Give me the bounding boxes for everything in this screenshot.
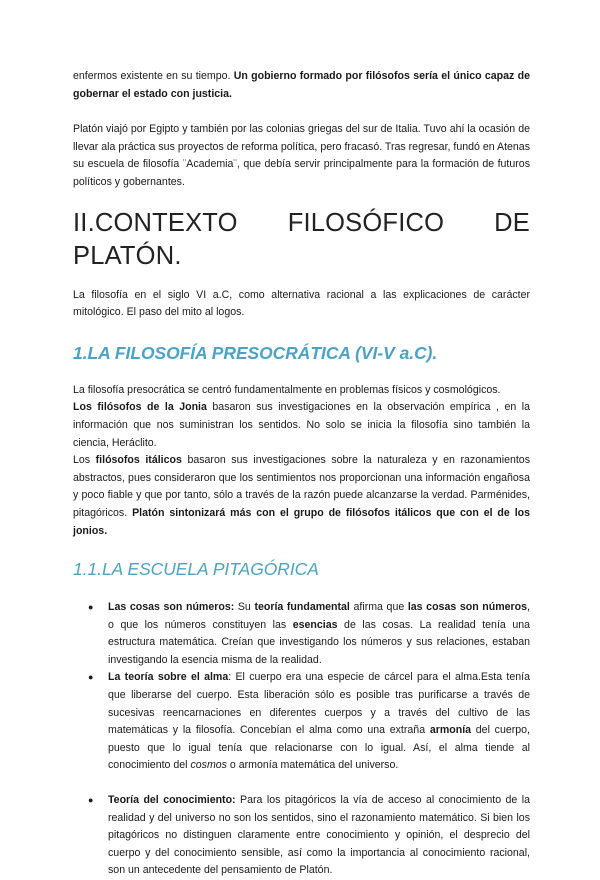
- italicos-paragraph: [73, 452, 530, 540]
- bullet-numeros-t5: las cosas son números: [407, 601, 528, 614]
- bullet-numeros-title: Las cosas son números:: [108, 601, 235, 614]
- section-heading-line1: II.CONTEXTO FILOSÓFICO DE: [73, 208, 530, 237]
- bullet-numeros-t7: esencias: [292, 618, 338, 631]
- pitagorica-bullet-list: [73, 599, 530, 880]
- bullet-dot-icon: ●: [88, 672, 94, 683]
- jonia-paragraph: [73, 399, 530, 452]
- heading-pitagorica: 1.1.LA ESCUELA PITAGÓRICA: [73, 559, 319, 580]
- bullet-numeros-t4: afirma que: [349, 601, 408, 614]
- presocratica-intro: La filosofía presocrática se centró fundamentalmente en problemas físicos y cosmológicos.: [73, 383, 501, 396]
- italicos-bold: filósofos itálicos: [95, 454, 182, 467]
- italicos-pre: Los: [73, 454, 96, 467]
- bullet-alma-t2: : El cuerpo era una especie de cárcel para el alma.Esta tenía que liberarse del cuerpo. Esta liberación sólo es posible tras purificarse a través de sucesivas reencarnaciones en diferentes cuerpos y a través del cultivo de las matemáticas y la filosofía. Concebían el alma como una extraña: [108, 671, 530, 737]
- bullet-alma-t5: cosmos: [190, 759, 227, 772]
- italicos-text: basaron sus investigaciones sobre la naturaleza y en razonamientos abstractos, pues consideraron que los sentimientos nos proporcionan una información engañosa y poco fiable y que por tanto, sólo a través de la razón puede alcanzarse la verdad. Parménides, pitagóricos.: [73, 454, 530, 519]
- bullet-alma-title: La teoría sobre el alma: [108, 671, 229, 684]
- bullet-conocimiento-text: Para los pitagóricos la vía de acceso al conocimiento de la realidad y del universo no son los sentidos, sino el razonamiento matemático. Si bien los pitagóricos no distinguen claramente entre conocimiento y opinión, el desprecio del cuerpo y del conocimiento sensible, así como la importancia al conocimiento racional, son un antecedente del pensamiento de Platón.: [108, 794, 531, 877]
- bullet-numeros-t3: teoría fundamental: [254, 601, 350, 614]
- bullet-alma-t3: armonía: [429, 724, 472, 737]
- siglo-paragraph: La filosofía en el siglo VI a.C, como alternativa racional a las explicaciones de carácter mitológico. El paso del mito al logos.: [73, 288, 530, 319]
- bullet-alma-t6: o armonía matemática del universo.: [226, 759, 399, 772]
- section-heading-contexto: [73, 207, 530, 273]
- intro-paragraph: [73, 68, 530, 103]
- bullet-numeros: [73, 599, 530, 669]
- jonia-text: basaron sus investigaciones en la observación empírica , en la información que nos suministran los sentidos. No solo se inicia la filosofía sino también la ciencia, Heráclito.: [73, 401, 530, 449]
- intro-text: enfermos existente en su tiempo.: [73, 70, 231, 82]
- bullet-numeros-t6: , o que los números constituyen las: [108, 601, 530, 631]
- bullet-numeros-t2: Su: [234, 601, 255, 614]
- section-heading-line2: PLATÓN.: [73, 241, 182, 270]
- bullet-dot-icon: ●: [88, 602, 94, 613]
- bullet-conocimiento: [73, 792, 530, 880]
- bullet-conocimiento-title: Teoría del conocimiento:: [108, 794, 236, 807]
- jonia-bold: Los filósofos de la Jonia: [73, 401, 207, 414]
- platon-travel-paragraph: Platón viajó por Egipto y también por las colonias griegas del sur de Italia. Tuvo ahí la ocasión de llevar ala práctica sus proyectos de reforma política, pero fracasó. Tras regresar, fundó en Atenas su escuela de filosofía ¨Academia¨, que debía servir principalmente para la formación de futuros políticos y gobernantes.: [73, 123, 530, 188]
- intro-bold-text: Un gobierno formado por filósofos sería el único capaz de gobernar el estado con justicia.: [73, 70, 530, 100]
- italicos-conclusion: Platón sintonizará más con el grupo de filósofos itálicos que con el de los jonios.: [73, 506, 530, 537]
- presocratica-block: [73, 382, 530, 540]
- bullet-dot-icon: ●: [88, 795, 94, 806]
- bullet-alma: [73, 669, 530, 775]
- bullet-alma-t4: del cuerpo, puesto que lo igual tenía que relacionarse con lo igual. Así, el alma tiende al conocimiento del: [108, 724, 531, 772]
- bullet-numeros-t8: de las cosas. La realidad tenía una estructura matemática. Creían que investigando los números y sus relaciones, estaban investigando la esencia misma de la realidad.: [108, 618, 530, 666]
- heading-presocratica: 1.LA FILOSOFÍA PRESOCRÁTICA (VI-V a.C).: [73, 342, 438, 363]
